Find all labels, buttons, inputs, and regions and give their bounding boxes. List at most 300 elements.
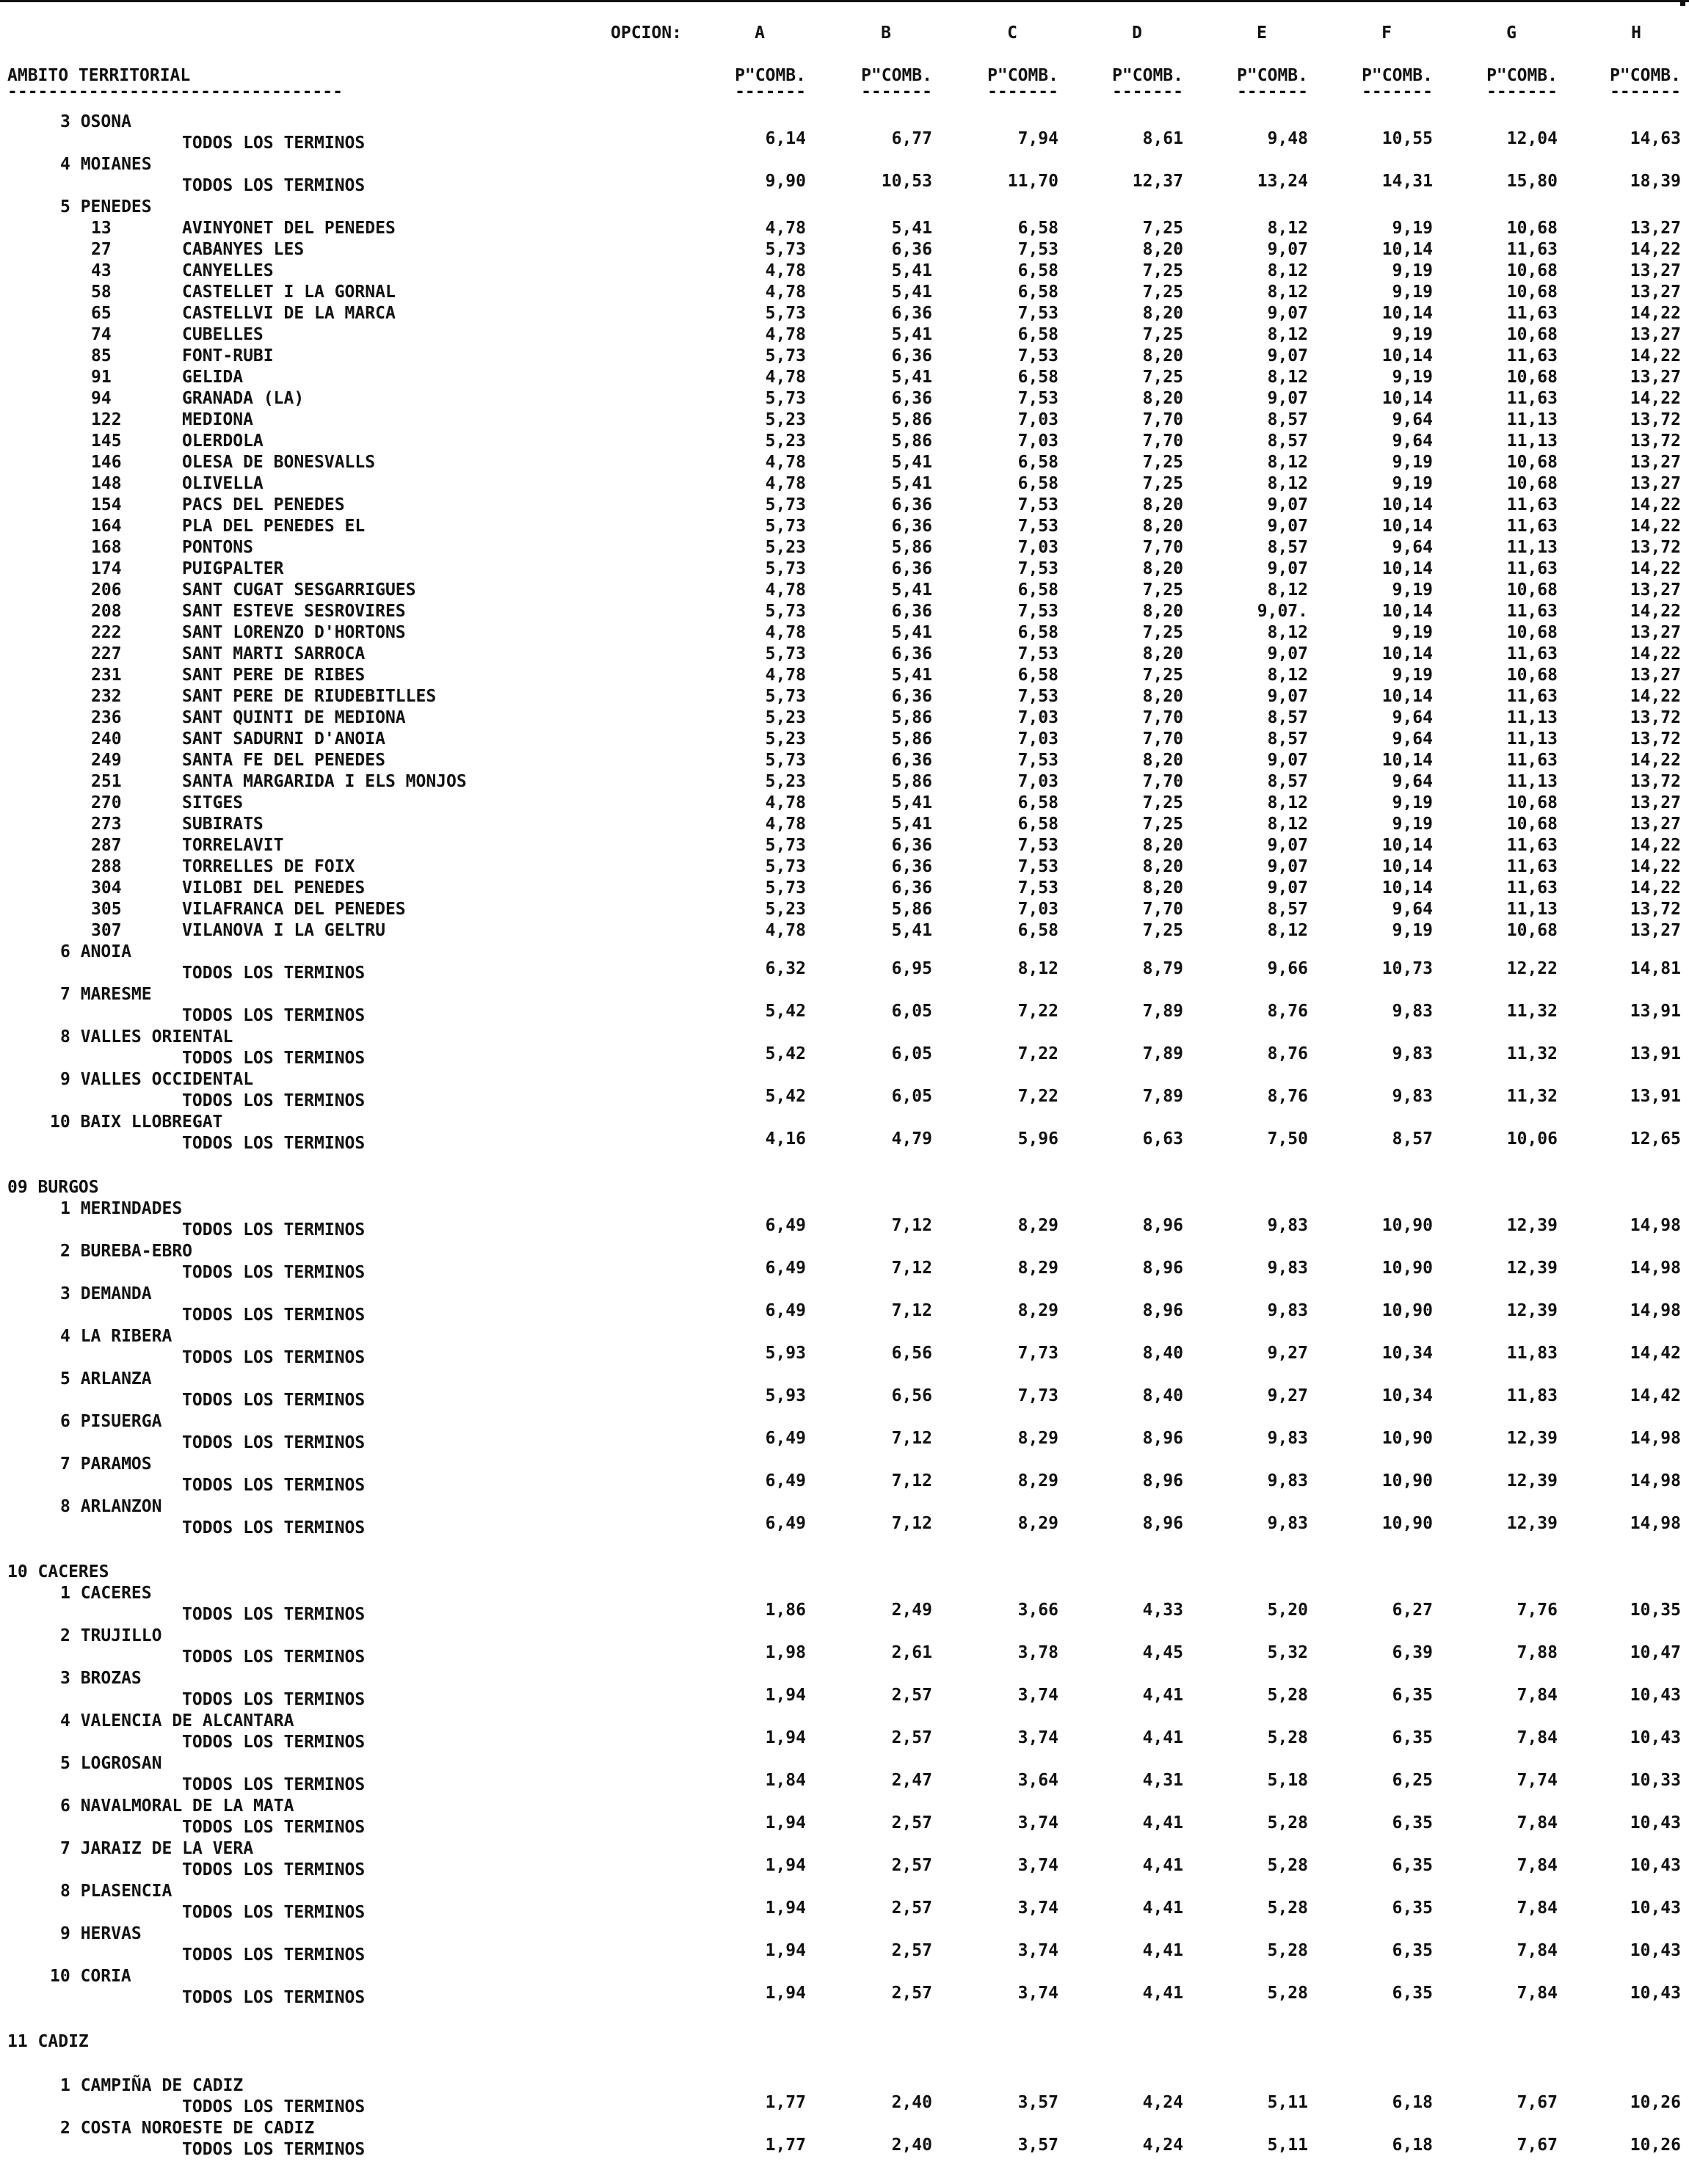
municipality-name: SANT QUINTI DE MEDIONA — [182, 708, 406, 727]
todos-los-terminos-label: TODOS LOS TERMINOS — [182, 1348, 366, 1367]
price-g: 11,13 — [1506, 432, 1558, 451]
price-f: 9,83 — [1392, 1044, 1433, 1063]
price-c: 6,58 — [1017, 453, 1058, 472]
price-d: 8,20 — [1142, 517, 1183, 536]
price-g: 7,76 — [1517, 1601, 1558, 1620]
price-h: 14,42 — [1630, 1386, 1681, 1405]
price-g: 12,39 — [1506, 1514, 1558, 1533]
price-c: 6,58 — [1017, 368, 1058, 387]
price-g: 10,68 — [1506, 815, 1558, 834]
price-f: 10,14 — [1381, 857, 1433, 876]
price-c: 3,57 — [1017, 2093, 1058, 2112]
price-e: 8,57 — [1267, 708, 1308, 727]
price-h: 14,22 — [1630, 751, 1681, 770]
municipality-name: SANT ESTEVE SESROVIRES — [182, 602, 406, 621]
price-a: 1,77 — [765, 2136, 806, 2155]
municipality-code: 287 — [91, 836, 122, 855]
price-h: 13,72 — [1630, 772, 1681, 791]
price-d: 8,20 — [1142, 687, 1183, 706]
price-h: 14,98 — [1630, 1259, 1681, 1278]
price-d: 4,41 — [1142, 1856, 1183, 1875]
comarca-heading: 3 BROZAS — [60, 1669, 142, 1688]
price-b: 5,41 — [891, 453, 932, 472]
municipality-code: 206 — [91, 580, 122, 600]
price-b: 6,56 — [891, 1386, 932, 1405]
price-e: 8,12 — [1267, 261, 1308, 280]
price-g: 10,68 — [1506, 666, 1558, 685]
price-h: 14,22 — [1630, 602, 1681, 621]
price-e: 9,07 — [1267, 304, 1308, 323]
price-d: 7,25 — [1142, 623, 1183, 642]
comarca-heading: 3 OSONA — [60, 112, 131, 131]
price-e: 8,57 — [1267, 772, 1308, 791]
price-h: 10,43 — [1630, 1899, 1681, 1918]
price-f: 10,14 — [1381, 304, 1433, 323]
price-h: 14,22 — [1630, 304, 1681, 323]
price-b: 6,05 — [891, 1087, 932, 1106]
price-c: 8,29 — [1017, 1429, 1058, 1448]
municipality-name: SUBIRATS — [182, 815, 264, 834]
price-a: 5,73 — [765, 304, 806, 323]
price-b: 2,57 — [891, 1728, 932, 1747]
price-c: 7,03 — [1017, 410, 1058, 429]
todos-los-terminos-label: TODOS LOS TERMINOS — [182, 1006, 366, 1025]
todos-los-terminos-label: TODOS LOS TERMINOS — [182, 1433, 366, 1452]
todos-los-terminos-label: TODOS LOS TERMINOS — [182, 1860, 366, 1879]
price-d: 8,20 — [1142, 389, 1183, 408]
price-h: 13,27 — [1630, 325, 1681, 344]
municipality-name: OLESA DE BONESVALLS — [182, 453, 376, 472]
price-b: 2,47 — [891, 1771, 932, 1790]
price-f: 10,90 — [1381, 1216, 1433, 1235]
price-a: 1,94 — [765, 1941, 806, 1960]
column-underline: ------- — [1112, 82, 1183, 101]
price-c: 3,74 — [1017, 1856, 1058, 1875]
price-f: 9,19 — [1392, 368, 1433, 387]
price-f: 9,19 — [1392, 666, 1433, 685]
price-d: 7,25 — [1142, 453, 1183, 472]
price-a: 5,93 — [765, 1386, 806, 1405]
price-f: 10,14 — [1381, 495, 1433, 514]
price-e: 9,66 — [1267, 959, 1308, 978]
price-b: 6,36 — [891, 878, 932, 898]
price-d: 7,25 — [1142, 325, 1183, 344]
price-b: 5,41 — [891, 815, 932, 834]
price-b: 5,41 — [891, 793, 932, 812]
price-h: 14,22 — [1630, 559, 1681, 578]
price-d: 8,79 — [1142, 959, 1183, 978]
price-h: 13,27 — [1630, 261, 1681, 280]
comarca-heading: 6 PISUERGA — [60, 1412, 162, 1431]
price-f: 9,64 — [1392, 410, 1433, 429]
price-e: 7,50 — [1267, 1129, 1308, 1149]
price-c: 7,53 — [1017, 304, 1058, 323]
municipality-code: 270 — [91, 793, 122, 812]
price-e: 5,28 — [1267, 1941, 1308, 1960]
price-h: 13,27 — [1630, 666, 1681, 685]
price-f: 9,64 — [1392, 900, 1433, 919]
price-g: 12,39 — [1506, 1259, 1558, 1278]
price-h: 14,22 — [1630, 517, 1681, 536]
comarca-heading: 5 ARLANZA — [60, 1369, 152, 1388]
price-g: 10,68 — [1506, 793, 1558, 812]
top-rule — [0, 0, 1689, 2]
municipality-code: 94 — [91, 389, 112, 408]
price-e: 8,76 — [1267, 1087, 1308, 1106]
price-a: 1,94 — [765, 1728, 806, 1747]
price-d: 4,41 — [1142, 1728, 1183, 1747]
price-b: 5,86 — [891, 772, 932, 791]
todos-los-terminos-label: TODOS LOS TERMINOS — [182, 1263, 366, 1282]
price-f: 6,35 — [1392, 1728, 1433, 1747]
municipality-name: OLIVELLA — [182, 474, 264, 493]
price-b: 6,36 — [891, 240, 932, 259]
municipality-code: 231 — [91, 666, 122, 685]
price-e: 9,07 — [1267, 517, 1308, 536]
price-e: 9,83 — [1267, 1514, 1308, 1533]
price-g: 11,32 — [1506, 1002, 1558, 1021]
price-a: 1,94 — [765, 1899, 806, 1918]
price-g: 10,68 — [1506, 283, 1558, 302]
price-a: 6,49 — [765, 1429, 806, 1448]
price-h: 13,72 — [1630, 708, 1681, 727]
municipality-name: OLERDOLA — [182, 432, 264, 451]
price-e: 8,12 — [1267, 219, 1308, 238]
price-b: 2,57 — [891, 1984, 932, 2003]
price-h: 13,27 — [1630, 793, 1681, 812]
price-g: 11,32 — [1506, 1087, 1558, 1106]
price-e: 5,11 — [1267, 2136, 1308, 2155]
price-e: 8,12 — [1267, 325, 1308, 344]
price-b: 5,86 — [891, 729, 932, 749]
price-c: 7,53 — [1017, 517, 1058, 536]
price-h: 14,98 — [1630, 1301, 1681, 1320]
price-e: 9,07 — [1267, 751, 1308, 770]
price-e: 9,07 — [1267, 240, 1308, 259]
price-e: 9,07 — [1267, 389, 1308, 408]
todos-los-terminos-label: TODOS LOS TERMINOS — [182, 1391, 366, 1410]
price-b: 5,41 — [891, 623, 932, 642]
price-e: 8,12 — [1267, 815, 1308, 834]
option-b-header: B — [881, 23, 891, 43]
comarca-heading: 5 LOGROSAN — [60, 1754, 162, 1773]
price-a: 4,78 — [765, 623, 806, 642]
comarca-heading: 8 ARLANZON — [60, 1497, 162, 1516]
price-a: 6,49 — [765, 1216, 806, 1235]
municipality-name: SANT CUGAT SESGARRIGUES — [182, 580, 416, 600]
municipality-code: 65 — [91, 304, 112, 323]
price-e: 8,12 — [1267, 453, 1308, 472]
price-d: 4,33 — [1142, 1601, 1183, 1620]
price-c: 7,03 — [1017, 432, 1058, 451]
price-g: 7,67 — [1517, 2093, 1558, 2112]
price-b: 5,86 — [891, 900, 932, 919]
price-h: 14,98 — [1630, 1514, 1681, 1533]
price-h: 13,27 — [1630, 453, 1681, 472]
municipality-name: SANTA MARGARIDA I ELS MONJOS — [182, 772, 467, 791]
price-f: 9,19 — [1392, 325, 1433, 344]
option-c-header: C — [1007, 23, 1017, 43]
price-c: 6,58 — [1017, 219, 1058, 238]
price-e: 9,07 — [1267, 836, 1308, 855]
comarca-heading: 4 LA RIBERA — [60, 1327, 172, 1346]
column-unit-header: P"COMB. — [861, 66, 932, 85]
todos-los-terminos-label: TODOS LOS TERMINOS — [182, 1091, 366, 1110]
price-g: 11,63 — [1506, 687, 1558, 706]
price-b: 5,41 — [891, 283, 932, 302]
price-h: 13,27 — [1630, 815, 1681, 834]
price-b: 6,36 — [891, 304, 932, 323]
price-d: 4,41 — [1142, 1813, 1183, 1832]
price-b: 5,41 — [891, 474, 932, 493]
price-g: 11,83 — [1506, 1344, 1558, 1363]
municipality-name: MEDIONA — [182, 410, 253, 429]
price-h: 13,91 — [1630, 1044, 1681, 1063]
price-c: 7,73 — [1017, 1344, 1058, 1363]
price-b: 2,57 — [891, 1856, 932, 1875]
price-g: 10,68 — [1506, 921, 1558, 940]
column-underline: ------- — [1362, 82, 1433, 101]
price-d: 7,25 — [1142, 815, 1183, 834]
option-h-header: H — [1631, 23, 1641, 43]
price-h: 14,22 — [1630, 240, 1681, 259]
todos-los-terminos-label: TODOS LOS TERMINOS — [182, 1518, 366, 1537]
column-unit-header: P"COMB. — [1362, 66, 1433, 85]
price-g: 11,63 — [1506, 495, 1558, 514]
price-f: 10,14 — [1381, 644, 1433, 663]
price-c: 7,53 — [1017, 857, 1058, 876]
price-b: 2,57 — [891, 1899, 932, 1918]
price-d: 4,41 — [1142, 1686, 1183, 1705]
comarca-heading: 2 TRUJILLO — [60, 1626, 162, 1645]
price-g: 12,39 — [1506, 1429, 1558, 1448]
price-a: 5,73 — [765, 751, 806, 770]
comarca-heading: 9 VALLES OCCIDENTAL — [60, 1070, 254, 1089]
price-b: 5,86 — [891, 410, 932, 429]
price-d: 8,20 — [1142, 644, 1183, 663]
todos-los-terminos-label: TODOS LOS TERMINOS — [182, 1818, 366, 1837]
price-f: 6,25 — [1392, 1771, 1433, 1790]
price-e: 5,32 — [1267, 1643, 1308, 1662]
price-f: 9,19 — [1392, 219, 1433, 238]
price-a: 4,78 — [765, 368, 806, 387]
price-e: 9,83 — [1267, 1471, 1308, 1490]
price-d: 7,89 — [1142, 1087, 1183, 1106]
price-g: 11,13 — [1506, 900, 1558, 919]
municipality-code: 307 — [91, 921, 122, 940]
price-f: 10,14 — [1381, 517, 1433, 536]
price-c: 7,53 — [1017, 602, 1058, 621]
municipality-name: PUIGPALTER — [182, 559, 284, 578]
price-d: 8,96 — [1142, 1216, 1183, 1235]
column-unit-header: P"COMB. — [1486, 66, 1558, 85]
municipality-code: 251 — [91, 772, 122, 791]
price-e: 8,12 — [1267, 580, 1308, 600]
price-b: 7,12 — [891, 1429, 932, 1448]
price-c: 7,53 — [1017, 389, 1058, 408]
price-g: 11,13 — [1506, 410, 1558, 429]
price-g: 11,13 — [1506, 729, 1558, 749]
price-b: 2,49 — [891, 1601, 932, 1620]
price-f: 9,19 — [1392, 793, 1433, 812]
municipality-name: SANT LORENZO D'HORTONS — [182, 623, 406, 642]
price-h: 13,27 — [1630, 623, 1681, 642]
comarca-heading: 1 CACERES — [60, 1584, 152, 1603]
price-g: 11,63 — [1506, 304, 1558, 323]
price-h: 14,98 — [1630, 1216, 1681, 1235]
price-g: 11,63 — [1506, 751, 1558, 770]
price-e: 5,28 — [1267, 1856, 1308, 1875]
municipality-name: VILAFRANCA DEL PENEDES — [182, 900, 406, 919]
price-d: 8,61 — [1142, 129, 1183, 148]
price-d: 7,25 — [1142, 474, 1183, 493]
municipality-code: 146 — [91, 453, 122, 472]
price-h: 13,72 — [1630, 432, 1681, 451]
price-c: 8,29 — [1017, 1259, 1058, 1278]
price-h: 14,81 — [1630, 959, 1681, 978]
price-g: 11,13 — [1506, 708, 1558, 727]
price-c: 7,03 — [1017, 729, 1058, 749]
municipality-code: 208 — [91, 602, 122, 621]
price-b: 5,41 — [891, 261, 932, 280]
comarca-heading: 5 PENEDES — [60, 197, 152, 216]
todos-los-terminos-label: TODOS LOS TERMINOS — [182, 1733, 366, 1752]
municipality-name: VILOBI DEL PENEDES — [182, 878, 366, 898]
price-b: 5,41 — [891, 325, 932, 344]
todos-los-terminos-label: TODOS LOS TERMINOS — [182, 1648, 366, 1667]
price-a: 4,78 — [765, 474, 806, 493]
price-c: 6,58 — [1017, 666, 1058, 685]
price-a: 5,73 — [765, 559, 806, 578]
price-g: 11,13 — [1506, 538, 1558, 557]
price-e: 5,11 — [1267, 2093, 1308, 2112]
municipality-code: 232 — [91, 687, 122, 706]
price-d: 7,89 — [1142, 1044, 1183, 1063]
price-h: 14,22 — [1630, 687, 1681, 706]
price-b: 6,56 — [891, 1344, 932, 1363]
price-h: 13,27 — [1630, 219, 1681, 238]
price-d: 8,96 — [1142, 1471, 1183, 1490]
price-f: 10,34 — [1381, 1344, 1433, 1363]
price-e: 9,07 — [1267, 878, 1308, 898]
municipality-code: 154 — [91, 495, 122, 514]
price-d: 8,20 — [1142, 602, 1183, 621]
province-heading: 11 CADIZ — [7, 2032, 89, 2051]
price-g: 7,84 — [1517, 1813, 1558, 1832]
column-underline: ------- — [1486, 82, 1558, 101]
price-a: 4,16 — [765, 1129, 806, 1149]
price-f: 10,90 — [1381, 1259, 1433, 1278]
municipality-name: SANTA FE DEL PENEDES — [182, 751, 385, 770]
municipality-code: 27 — [91, 240, 112, 259]
price-a: 5,73 — [765, 878, 806, 898]
price-g: 12,39 — [1506, 1301, 1558, 1320]
municipality-name: SANT PERE DE RIUDEBITLLES — [182, 687, 437, 706]
price-e: 8,76 — [1267, 1044, 1308, 1063]
price-a: 5,23 — [765, 432, 806, 451]
municipality-name: SANT PERE DE RIBES — [182, 666, 366, 685]
price-e: 13,24 — [1257, 172, 1308, 191]
price-b: 7,12 — [891, 1216, 932, 1235]
price-c: 3,64 — [1017, 1771, 1058, 1790]
price-d: 8,20 — [1142, 304, 1183, 323]
option-e-header: E — [1257, 23, 1267, 43]
price-g: 7,67 — [1517, 2136, 1558, 2155]
price-d: 7,89 — [1142, 1002, 1183, 1021]
price-f: 9,19 — [1392, 283, 1433, 302]
municipality-code: 91 — [91, 368, 112, 387]
price-g: 10,68 — [1506, 219, 1558, 238]
price-f: 10,73 — [1381, 959, 1433, 978]
todos-los-terminos-label: TODOS LOS TERMINOS — [182, 1049, 366, 1068]
price-g: 7,88 — [1517, 1643, 1558, 1662]
price-a: 5,73 — [765, 857, 806, 876]
price-e: 8,12 — [1267, 474, 1308, 493]
price-f: 9,64 — [1392, 772, 1433, 791]
price-c: 8,29 — [1017, 1471, 1058, 1490]
column-underline: ------- — [1610, 82, 1681, 101]
price-c: 7,53 — [1017, 644, 1058, 663]
price-c: 6,58 — [1017, 580, 1058, 600]
price-a: 1,94 — [765, 1813, 806, 1832]
price-b: 6,36 — [891, 602, 932, 621]
price-a: 5,42 — [765, 1002, 806, 1021]
price-g: 7,84 — [1517, 1899, 1558, 1918]
price-g: 11,63 — [1506, 836, 1558, 855]
price-a: 1,86 — [765, 1601, 806, 1620]
price-a: 5,73 — [765, 240, 806, 259]
price-c: 6,58 — [1017, 474, 1058, 493]
price-f: 10,14 — [1381, 836, 1433, 855]
price-f: 10,90 — [1381, 1301, 1433, 1320]
price-d: 7,70 — [1142, 708, 1183, 727]
municipality-code: 74 — [91, 325, 112, 344]
price-f: 6,18 — [1392, 2136, 1433, 2155]
price-a: 4,78 — [765, 666, 806, 685]
price-f: 9,19 — [1392, 815, 1433, 834]
province-heading: 10 CACERES — [7, 1562, 109, 1581]
municipality-code: 85 — [91, 346, 112, 365]
price-a: 5,73 — [765, 517, 806, 536]
price-f: 10,90 — [1381, 1429, 1433, 1448]
price-f: 9,83 — [1392, 1002, 1433, 1021]
municipality-name: CABANYES LES — [182, 240, 305, 259]
todos-los-terminos-label: TODOS LOS TERMINOS — [182, 2097, 366, 2116]
price-c: 7,53 — [1017, 346, 1058, 365]
price-h: 10,26 — [1630, 2136, 1681, 2155]
price-e: 5,28 — [1267, 1728, 1308, 1747]
price-f: 9,64 — [1392, 538, 1433, 557]
price-c: 7,53 — [1017, 559, 1058, 578]
price-a: 5,73 — [765, 602, 806, 621]
price-d: 8,20 — [1142, 240, 1183, 259]
municipality-code: 249 — [91, 751, 122, 770]
price-a: 5,42 — [765, 1087, 806, 1106]
municipality-name: FONT-RUBI — [182, 346, 274, 365]
price-c: 7,22 — [1017, 1087, 1058, 1106]
price-h: 10,35 — [1630, 1601, 1681, 1620]
price-b: 2,40 — [891, 2093, 932, 2112]
price-h: 13,27 — [1630, 580, 1681, 600]
price-e: 9,27 — [1267, 1344, 1308, 1363]
price-b: 10,53 — [881, 172, 932, 191]
price-f: 10,14 — [1381, 751, 1433, 770]
price-e: 8,12 — [1267, 283, 1308, 302]
price-f: 10,14 — [1381, 878, 1433, 898]
price-a: 5,42 — [765, 1044, 806, 1063]
todos-los-terminos-label: TODOS LOS TERMINOS — [182, 1220, 366, 1240]
comarca-heading: 1 MERINDADES — [60, 1199, 183, 1218]
